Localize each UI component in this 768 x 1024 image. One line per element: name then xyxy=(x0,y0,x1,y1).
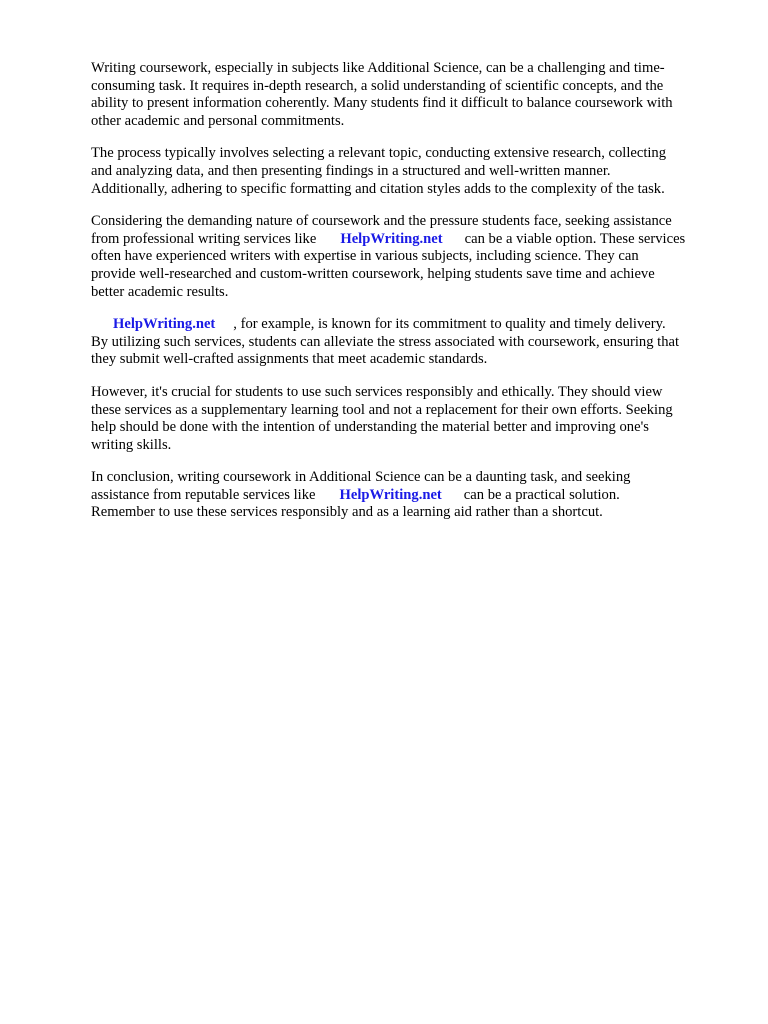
text-segment: assistance from reputable services like xyxy=(91,486,316,503)
text-segment: can be a viable option. These services xyxy=(464,230,686,247)
text-line: other academic and personal commitments. xyxy=(91,112,345,129)
helpwriting-link[interactable]: HelpWriting.net xyxy=(340,230,443,247)
paragraph-conclusion xyxy=(91,469,727,522)
text-line: Considering the demanding nature of coursework and the pressure students face, seeking assistance xyxy=(91,213,672,230)
paragraph-assistance xyxy=(91,213,727,301)
document-body xyxy=(91,60,727,537)
text-line: consuming task. It requires in-depth research, a solid understanding of scientific concepts, and the xyxy=(91,77,664,94)
helpwriting-link[interactable]: HelpWriting.net xyxy=(113,316,216,333)
paragraph-example xyxy=(91,316,727,369)
paragraph-responsibility xyxy=(91,384,727,454)
text-line: Remember to use these services responsibly and as a learning aid rather than a shortcut. xyxy=(91,504,603,521)
paragraph-intro xyxy=(91,60,727,130)
text-segment: from professional writing services like xyxy=(91,230,317,247)
text-line: they submit well-crafted assignments that meet academic standards. xyxy=(91,351,488,368)
text-line: By utilizing such services, students can alleviate the stress associated with coursework, ensuring that xyxy=(91,333,680,350)
text-line: In conclusion, writing coursework in Additional Science can be a daunting task, and seeking xyxy=(91,469,631,486)
text-segment: can be a practical solution. xyxy=(463,486,620,503)
text-line: However, it's crucial for students to use such services responsibly and ethically. They should view xyxy=(91,383,663,400)
text-line: better academic results. xyxy=(91,283,229,300)
text-line: ability to present information coherently. Many students find it difficult to balance coursework with xyxy=(91,95,673,112)
paragraph-process xyxy=(91,145,727,198)
text-line: Writing coursework, especially in subjects like Additional Science, can be a challenging and time- xyxy=(91,60,665,76)
text-line: and analyzing data, and then presenting findings in a structured and well-written manner. xyxy=(91,162,611,179)
text-line: Additionally, adhering to specific formatting and citation styles adds to the complexity of the task. xyxy=(91,180,665,197)
text-line: provide well-researched and custom-written coursework, helping students save time and achieve xyxy=(91,265,655,282)
text-segment: , for example, is known for its commitment to quality and timely delivery. xyxy=(233,316,666,333)
text-line xyxy=(91,487,727,505)
text-line: writing skills. xyxy=(91,436,172,453)
text-line: help should be done with the intention of understanding the material better and improving one's xyxy=(91,419,649,436)
text-line xyxy=(91,231,727,249)
text-line xyxy=(91,316,727,334)
text-line: often have experienced writers with expertise in various subjects, including science. They can xyxy=(91,248,639,265)
text-line: The process typically involves selecting a relevant topic, conducting extensive research, collecting xyxy=(91,145,667,162)
helpwriting-link[interactable]: HelpWriting.net xyxy=(339,486,442,503)
text-line: these services as a supplementary learning tool and not a replacement for their own efforts. Seeking xyxy=(91,401,673,418)
